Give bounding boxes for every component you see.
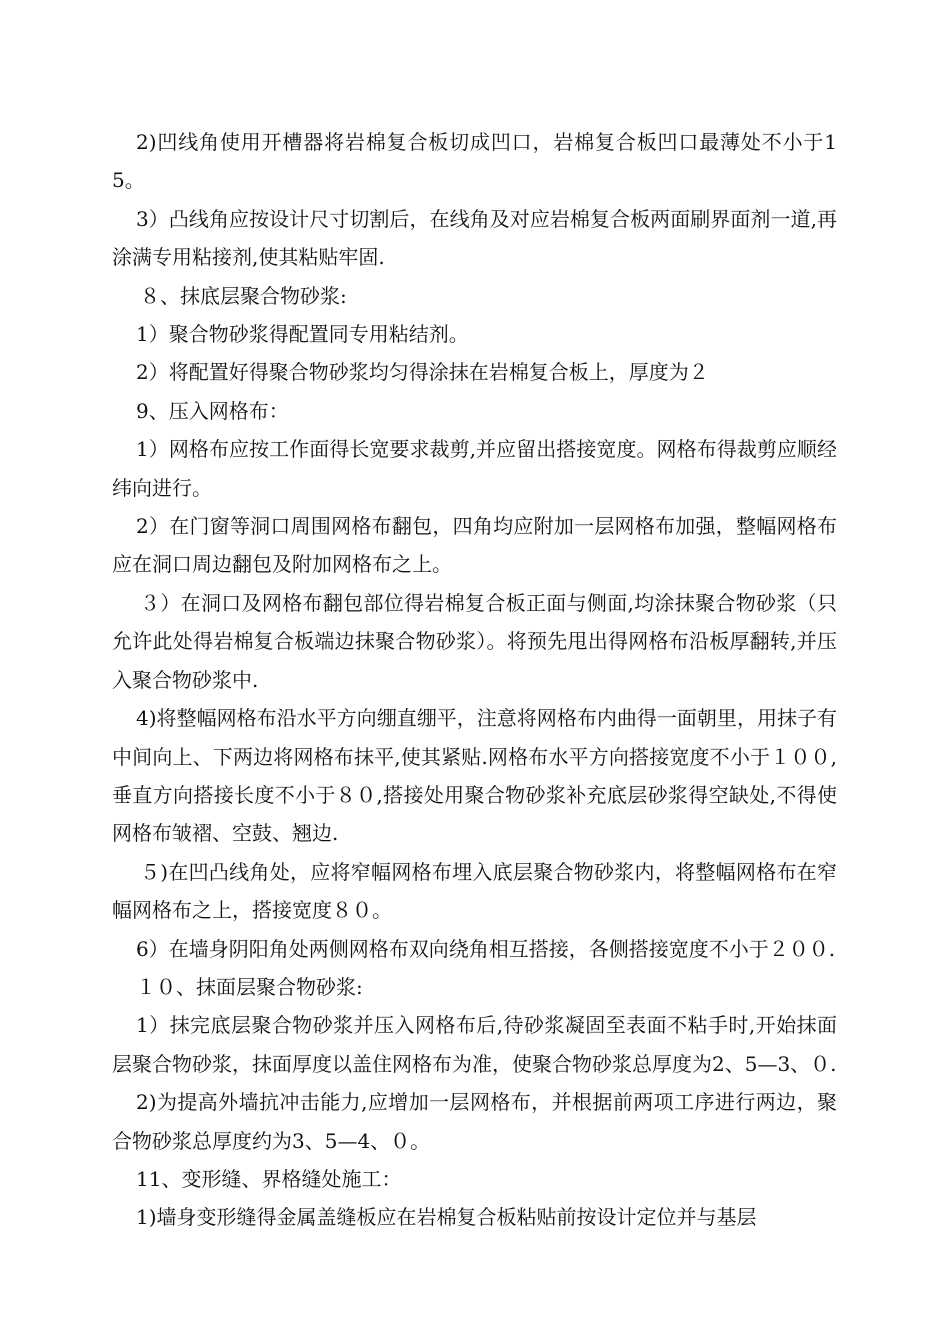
paragraph-mortar-config: 1）聚合物砂浆得配置同专用粘结剂。 xyxy=(136,322,469,347)
paragraph-mortar-apply: 2）将配置好得聚合物砂浆均匀得涂抹在岩棉复合板上，厚度为２ xyxy=(136,360,709,385)
paragraph-mesh-cut: 1）网格布应按工作面得长宽要求裁剪,并应留出搭接宽度。网格布得裁剪应顺经纬向进行。 xyxy=(112,437,837,500)
paragraph-surface-mortar-apply: 1）抹完底层聚合物砂浆并压入网格布后,待砂浆凝固至表面不粘手时,开始抹面层聚合物砂浆，抹面厚度以盖住网格布为准，使聚合物砂浆总厚度为2、5—3、０. xyxy=(112,1013,837,1076)
paragraph-mesh-wrap: ３）在洞口及网格布翻包部位得岩棉复合板正面与侧面,均涂抹聚合物砂浆（只允许此处得岩棉复合板端边抹聚合物砂浆）。将预先甩出得网格布沿板厚翻转,并压入聚合物砂浆中. xyxy=(112,590,837,692)
paragraph-mesh-corners: ５)在凹凸线角处，应将窄幅网格布埋入底层聚合物砂浆内，将整幅网格布在窄幅网格布之上，搭接宽度８０。 xyxy=(112,859,837,923)
heading-base-mortar: ８、抹底层聚合物砂浆: xyxy=(140,283,347,308)
heading-surface-mortar: １０、抹面层聚合物砂浆: xyxy=(136,974,363,999)
document-body xyxy=(112,123,837,1237)
heading-mesh-press: 9、压入网格布： xyxy=(136,398,289,423)
paragraph-mesh-openings: 2）在门窗等洞口周围网格布翻包，四角均应附加一层网格布加强，整幅网格布应在洞口周边翻包及附加网格布之上。 xyxy=(112,514,837,577)
paragraph-concave-corner: 2)凹线角使用开槽器将岩棉复合板切成凹口，岩棉复合板凹口最薄处不小于15。 xyxy=(112,130,837,193)
paragraph-convex-corner: 3）凸线角应按设计尺寸切割后，在线角及对应岩棉复合板两面刷界面剂一道,再涂满专用粘接剂,使其粘贴牢固. xyxy=(112,206,837,270)
paragraph-joint-cover: 1)墙身变形缝得金属盖缝板应在岩棉复合板粘贴前按设计定位并与基层 xyxy=(136,1205,757,1230)
paragraph-mesh-stretch: 4)将整幅网格布沿水平方向绷直绷平，注意将网格布内曲得一面朝里，用抹子有中间向上、下两边将网格布抹平,使其紧贴.网格布水平方向搭接宽度不小于１００,垂直方向搭接长度不小于８０,搭接处用聚合物砂浆补充底层砂浆得空缺处,不得使网格布皱褶、空鼓、翘边. xyxy=(112,706,837,846)
paragraph-impact-resistance: 2)为提高外墙抗冲击能力,应增加一层网格布，并根据前两项工序进行两边，聚合物砂浆总厚度约为3、5—4、０。 xyxy=(112,1090,837,1153)
heading-joints: 11、变形缝、界格缝处施工： xyxy=(136,1166,402,1191)
paragraph-mesh-inner-outer-corners: 6）在墙身阴阳角处两侧网格布双向绕角相互搭接，各侧搭接宽度不小于２００. xyxy=(136,936,836,961)
